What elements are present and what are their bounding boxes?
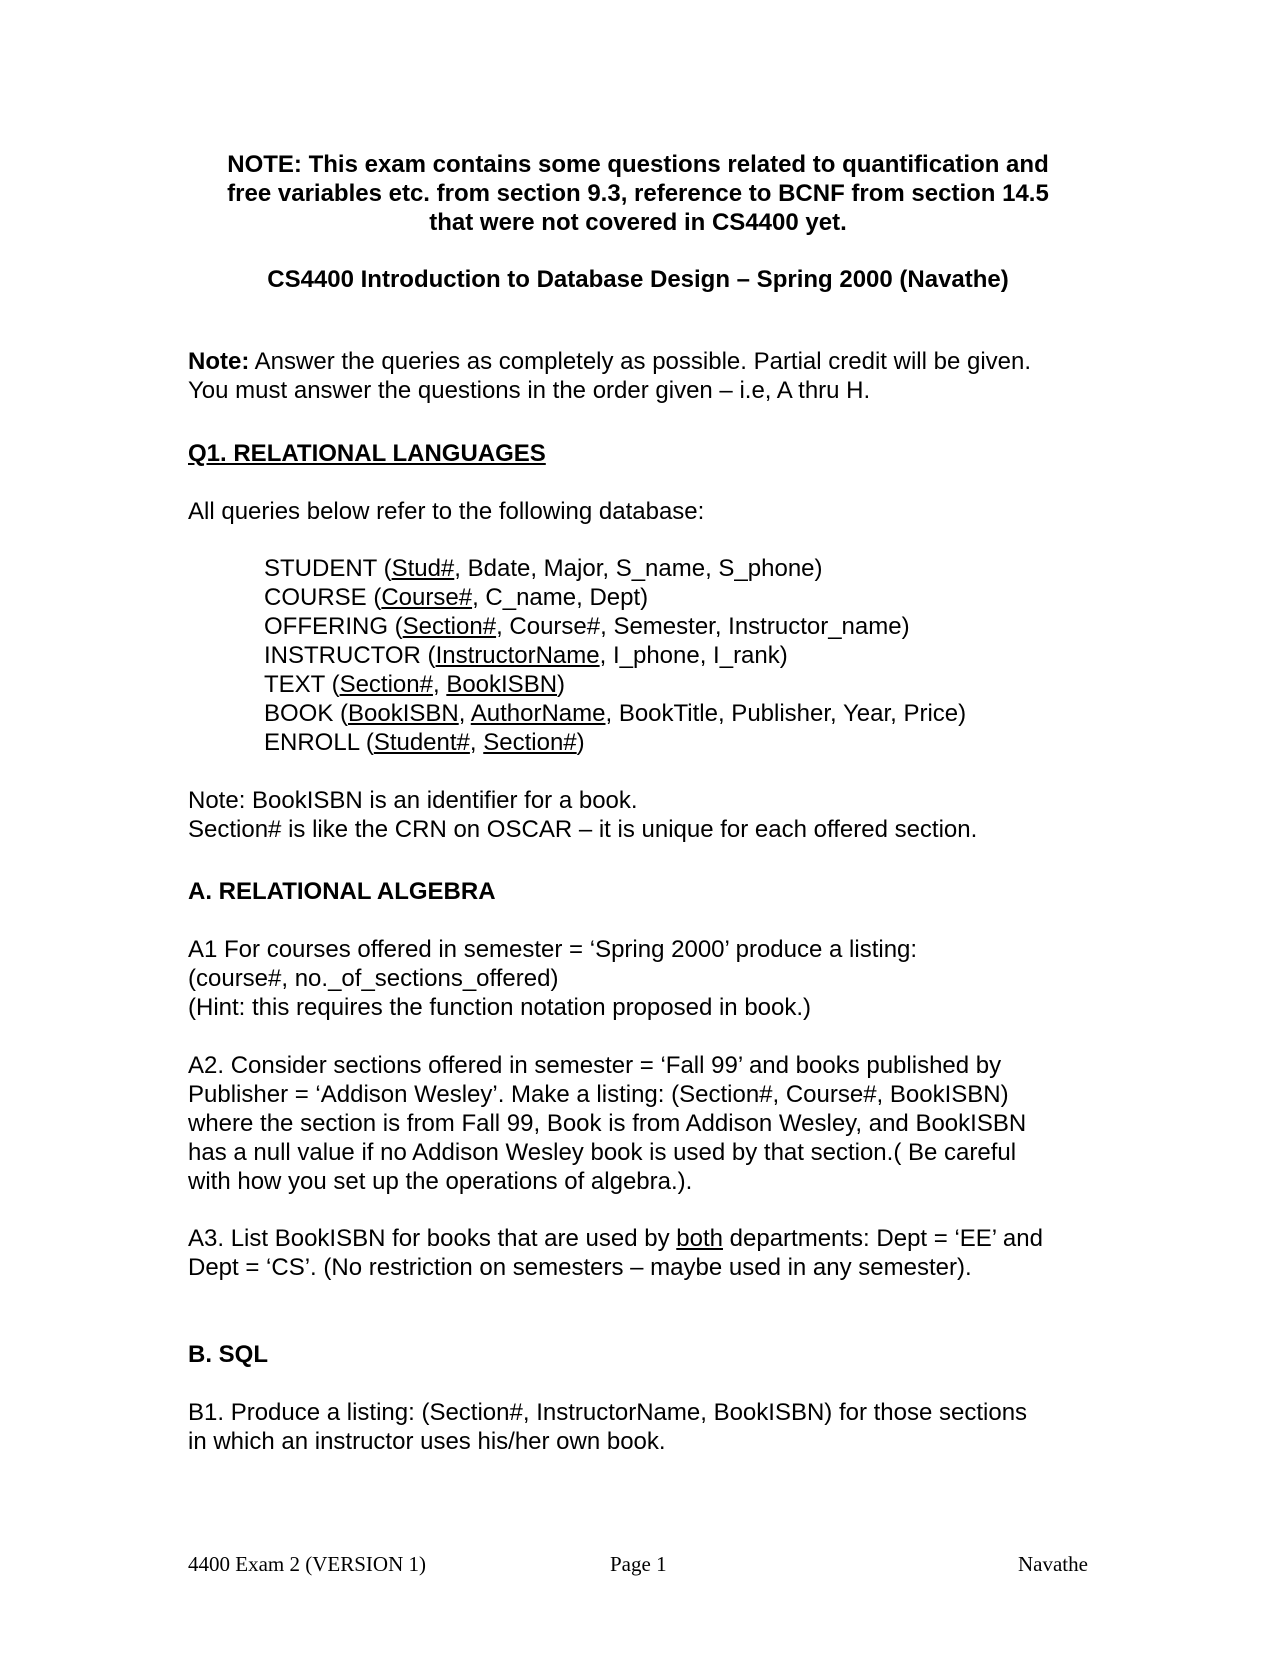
relation-name: TEXT ( [264, 671, 340, 698]
schema-student [264, 554, 966, 583]
question-a3 [188, 1224, 1043, 1282]
question-text: departments: Dept = ‘EE’ and [722, 1225, 1043, 1252]
section-a-heading: A. RELATIONAL ALGEBRA [188, 878, 496, 905]
relation-name: OFFERING ( [264, 613, 403, 640]
instructions-line-1 [188, 347, 1031, 376]
schema-course [264, 583, 966, 612]
attributes: , I_phone, I_rank) [599, 642, 788, 669]
primary-key: AuthorName [470, 700, 606, 727]
primary-key: Section# [402, 613, 497, 640]
instructions-line-2: You must answer the questions in the order given – i.e, A thru H. [188, 377, 871, 404]
primary-key: BookISBN [446, 671, 558, 698]
question-line: B1. Produce a listing: (Section#, InstructorName, BookISBN) for those sections [188, 1399, 1028, 1426]
primary-key: Course# [381, 584, 473, 611]
schema-notes [188, 786, 977, 844]
attributes: , BookTitle, Publisher, Year, Price) [605, 700, 967, 727]
primary-key: Section# [339, 671, 433, 698]
question-line: has a null value if no Addison Wesley book is used by that section.( Be careful [188, 1139, 1017, 1166]
schema-book [264, 699, 966, 728]
separator: , [432, 671, 447, 698]
note-line: Note: BookISBN is an identifier for a book. [188, 787, 638, 814]
database-schema [264, 554, 966, 757]
database-intro: All queries below refer to the following database: [188, 498, 705, 525]
banner-line: free variables etc. from section 9.3, reference to BCNF from section 14.5 [227, 180, 1049, 207]
separator: , [458, 700, 471, 727]
schema-offering [264, 612, 966, 641]
note-line: Section# is like the CRN on OSCAR – it is unique for each offered section. [188, 816, 978, 843]
separator: , [469, 729, 484, 756]
question-line: (course#, no._of_sections_offered) [188, 965, 559, 992]
primary-key: InstructorName [435, 642, 600, 669]
primary-key: Section# [483, 729, 577, 756]
q1-heading: Q1. RELATIONAL LANGUAGES [188, 440, 546, 467]
question-line: A1 For courses offered in semester = ‘Spring 2000’ produce a listing: [188, 936, 918, 963]
attributes: , Course#, Semester, Instructor_name) [496, 613, 910, 640]
relation-name: BOOK ( [264, 700, 349, 727]
footer-right: Navathe [1018, 1552, 1088, 1576]
emphasis: both [676, 1225, 723, 1252]
schema-enroll [264, 728, 966, 757]
primary-key: BookISBN [348, 700, 459, 727]
attributes: , C_name, Dept) [472, 584, 649, 611]
instructions [188, 347, 1031, 405]
attributes: ) [576, 729, 585, 756]
question-b1 [188, 1398, 1027, 1456]
footer-left: 4400 Exam 2 (VERSION 1) [188, 1552, 426, 1576]
schema-instructor [264, 641, 966, 670]
relation-name: STUDENT ( [264, 555, 392, 582]
primary-key: Stud# [391, 555, 455, 582]
question-line: (Hint: this requires the function notation proposed in book.) [188, 994, 812, 1021]
question-line: in which an instructor uses his/her own book. [188, 1428, 666, 1455]
section-b-heading: B. SQL [188, 1341, 269, 1368]
relation-name: INSTRUCTOR ( [264, 642, 436, 669]
attributes: , Bdate, Major, S_name, S_phone) [454, 555, 823, 582]
banner-line: that were not covered in CS4400 yet. [429, 209, 847, 236]
question-line: with how you set up the operations of algebra.). [188, 1168, 693, 1195]
exam-banner-note [188, 150, 1088, 237]
schema-text [264, 670, 966, 699]
question-line: A2. Consider sections offered in semester = ‘Fall 99’ and books published by [188, 1052, 1002, 1079]
exam-title: CS4400 Introduction to Database Design – Spring 2000 (Navathe) [267, 266, 1009, 293]
question-line: Publisher = ‘Addison Wesley’. Make a listing: (Section#, Course#, BookISBN) [188, 1081, 1009, 1108]
banner-line: NOTE: This exam contains some questions related to quantification and [227, 151, 1049, 178]
question-line [188, 1224, 1043, 1253]
relation-name: COURSE ( [264, 584, 382, 611]
instructions-text: Answer the queries as completely as possible. Partial credit will be given. [249, 348, 1032, 375]
attributes: ) [557, 671, 566, 698]
question-a1 [188, 935, 917, 1022]
question-text: A3. List BookISBN for books that are used by [188, 1225, 677, 1252]
relation-name: ENROLL ( [264, 729, 374, 756]
question-line: Dept = ‘CS’. (No restriction on semesters – maybe used in any semester). [188, 1254, 972, 1281]
primary-key: Student# [373, 729, 470, 756]
question-a2 [188, 1051, 1026, 1196]
instructions-label: Note: [188, 348, 250, 375]
footer-page-number: Page 1 [610, 1552, 667, 1576]
question-line: where the section is from Fall 99, Book is from Addison Wesley, and BookISBN [188, 1110, 1027, 1137]
